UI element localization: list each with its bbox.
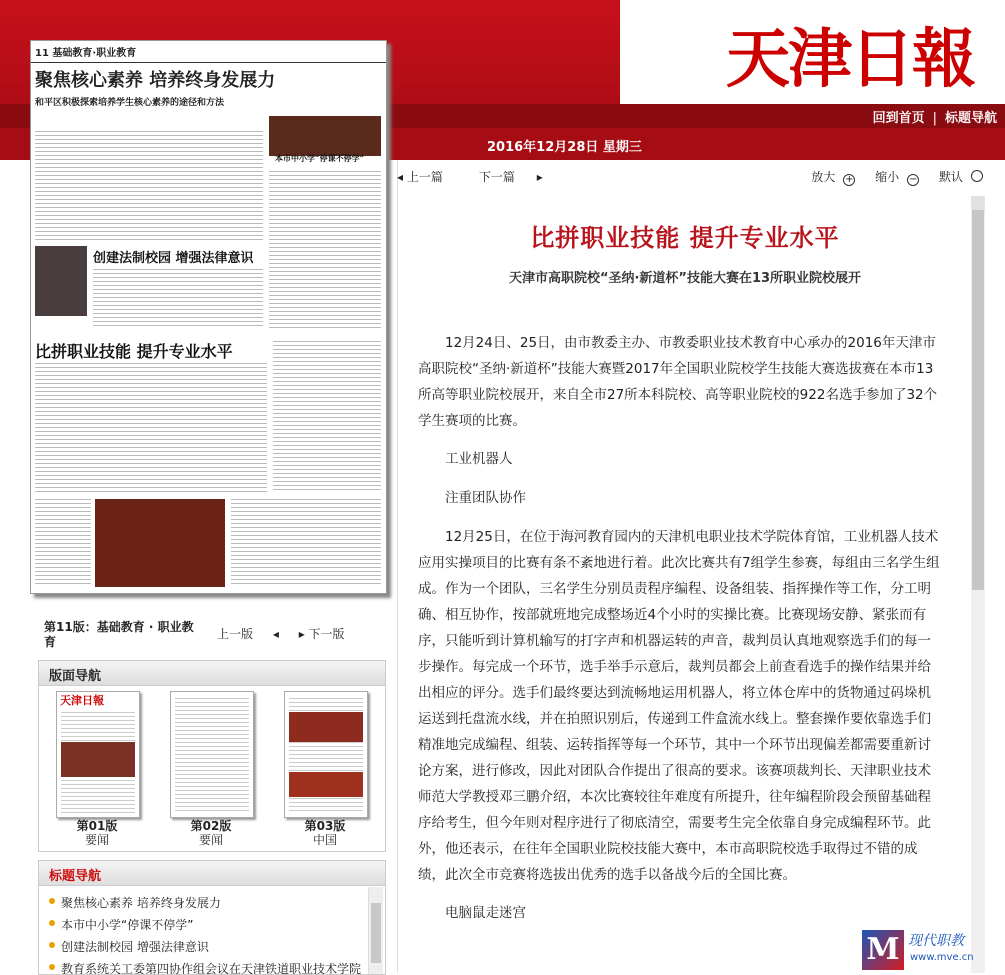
article-title: 比拼职业技能 提升专业水平	[530, 223, 840, 252]
headline-item[interactable]: 聚焦核心素养 培养终身发展力	[49, 892, 385, 914]
preview-page-head: 11 基础教育·职业教育	[31, 41, 386, 63]
preview-headline-skill[interactable]: 比拼职业技能 提升专业水平	[35, 342, 233, 361]
preview-subhead: 和平区积极探索培养学生核心素养的途径和方法	[35, 98, 225, 108]
page-thumb-02[interactable]	[170, 691, 254, 818]
preview-headline-legal[interactable]: 创建法制校园 增强法律意识	[93, 251, 254, 266]
page-nav-box	[38, 660, 386, 852]
radio-icon	[971, 170, 983, 182]
next-article-label: 下一篇	[478, 170, 515, 184]
thumb-photo	[289, 712, 363, 742]
page-nav-title: 版面导航	[39, 661, 385, 686]
headline-item[interactable]: 教育系统关工委第四协作组会议在天津铁道职业技术学院	[49, 958, 385, 975]
page-caption-01[interactable]	[52, 819, 142, 847]
preview-text-block	[93, 269, 263, 329]
page-thumb-01[interactable]	[56, 691, 140, 818]
article-nav	[397, 168, 989, 190]
article-scrollbar[interactable]	[971, 196, 985, 973]
headline-nav-title: 标题导航	[39, 861, 385, 886]
headline-nav-link[interactable]: 标题导航	[944, 111, 997, 126]
article-content	[400, 196, 970, 973]
zoom-out-button[interactable]	[867, 170, 919, 184]
article-section-heading: 工业机器人	[445, 451, 513, 467]
plus-icon: +	[845, 174, 854, 185]
zoom-in-label: 放大	[811, 170, 836, 184]
scrollbar-thumb[interactable]	[972, 210, 984, 590]
zoom-out-label: 缩小	[875, 170, 900, 184]
page-pager	[217, 625, 377, 642]
thumb-text-lines	[175, 698, 249, 813]
article-paragraph: 12月24日、25日，由市教委主办、市教委职业技术教育中心承办的2016年天津市高职院校“圣纳·新道杯”技能大赛暨2017年全国职业院校学生技能大赛选拔赛在本市13所高等职业院校展开，来自全市27所本科院校、高等职业院校的922名选手参加了32个学生赛项的比赛。	[418, 335, 938, 429]
zoom-default-label: 默认	[938, 170, 963, 184]
zoom-in-button[interactable]	[803, 170, 855, 184]
headline-item[interactable]: 创建法制校园 增强法律意识	[49, 936, 385, 958]
watermark-logo	[862, 930, 1002, 970]
nav-separator: |	[932, 111, 937, 126]
home-link[interactable]: 回到首页	[872, 111, 925, 126]
zoom-default-button[interactable]	[931, 170, 983, 184]
prev-article-link[interactable]: ◂ 上一篇	[397, 170, 443, 184]
page-name: 中国	[312, 833, 337, 847]
thumb-logo: 天津日報	[57, 692, 139, 710]
article-body	[400, 330, 970, 926]
page-num: 第01版	[76, 819, 118, 833]
next-page-link[interactable]: ▸ 下一版	[298, 627, 345, 641]
headline-nav-box	[38, 860, 386, 975]
page-num: 第02版	[190, 819, 232, 833]
preview-headline[interactable]: 聚焦核心素养 培养终身发展力	[35, 70, 276, 91]
thumb-photo	[289, 772, 363, 797]
page-preview[interactable]	[30, 40, 387, 594]
watermark-url: www.mve.cn	[910, 952, 974, 963]
next-page-label: 下一版	[308, 627, 345, 641]
prev-article-label: 上一篇	[406, 170, 443, 184]
watermark-text: 现代职教	[908, 933, 964, 949]
top-nav-links	[873, 107, 997, 126]
headline-scrollbar[interactable]	[368, 887, 383, 974]
preview-text-block	[35, 131, 263, 241]
article-section-heading: 电脑鼠走迷宫	[445, 905, 526, 921]
preview-photo	[95, 499, 225, 587]
preview-text-block	[35, 363, 267, 493]
minus-icon: −	[908, 174, 918, 185]
scrollbar-thumb[interactable]	[371, 903, 381, 963]
preview-photo	[35, 246, 87, 316]
preview-headline-notstop[interactable]: 本市中小学“停课不停学”	[275, 153, 365, 163]
article-subtitle: 天津市高职院校“圣纳·新道杯”技能大赛在13所职业院校展开	[508, 271, 862, 286]
headline-list	[39, 886, 385, 975]
headline-item[interactable]: 本市中小学“停课不停学”	[49, 914, 385, 936]
preview-photo	[269, 116, 381, 156]
newspaper-logo[interactable]: 天津日報	[726, 22, 974, 97]
scroll-up-arrow[interactable]	[971, 196, 985, 210]
current-page-label: 第11版：基础教育 · 职业教育	[44, 620, 194, 649]
page-thumb-03[interactable]	[284, 691, 368, 818]
preview-text-block	[231, 499, 381, 587]
page-num: 第03版	[304, 819, 346, 833]
thumb-photo	[61, 742, 135, 777]
page-name: 要闻	[198, 833, 223, 847]
preview-text-block	[35, 499, 91, 587]
column-divider	[397, 160, 398, 973]
article-section-heading: 注重团队协作	[445, 490, 526, 506]
page-name: 要闻	[84, 833, 109, 847]
prev-page-link[interactable]: 上一版 ◂	[217, 627, 279, 641]
page-caption-02[interactable]	[166, 819, 256, 847]
prev-page-label: 上一版	[217, 627, 254, 641]
article-paragraph: 12月25日，在位于海河教育园内的天津机电职业技术学院体育馆，工业机器人技术应用实操项目的比赛有条不紊地进行着。此次比赛共有7组学生参赛，每组由三名学生组成。作为一个团队，三名学生分别员责程序编程、设备组装、指挥操作等工作，分工明确、相互协作，按部就班地完成整场近4个小时的实操比赛。比赛现场安静、紧张而有序，只能听到计算机输写的打字声和机器运转的声音，裁判员认真地观察选手们的每一步操作。每完成一个环节，选手举手示意后，裁判员都会上前查看选手的操作结果并给出相应的评分。选手们最终要达到流畅地运用机器人，将立体仓库中的货物通过码垛机运送到托盘流水线，并在拍照识别后，传递到工件盒流水线上。整套操作要依靠选手们精准地完成编程、组装、运转指挥等每一个环节，其中一个环节出现偏差都需要重新讨论方案，进行修改，因此对团队合作提出了很高的要求。该赛项裁判长、天津职业技术师范大学教授邓三鹏介绍，本次比赛较往年难度有所提升，往年编程阶段会预留基础程序给考生，但今年则对程序进行了彻底清空，需要考生完全依靠自身完成编程环节。此外，他还表示，在往年全国职业院校技能大赛中，本市高职院校选手取得过不错的成绩，此次全市竞赛将选拔出优秀的选手以备战今后的全国比赛。	[418, 529, 940, 883]
preview-text-block	[269, 171, 381, 331]
watermark-mark: M	[862, 930, 904, 970]
page-caption-03[interactable]	[280, 819, 370, 847]
next-article-link[interactable]: 下一篇 ▸	[478, 170, 543, 184]
issue-date: 2016年12月28日 星期三	[487, 140, 642, 155]
preview-text-block	[273, 341, 381, 491]
